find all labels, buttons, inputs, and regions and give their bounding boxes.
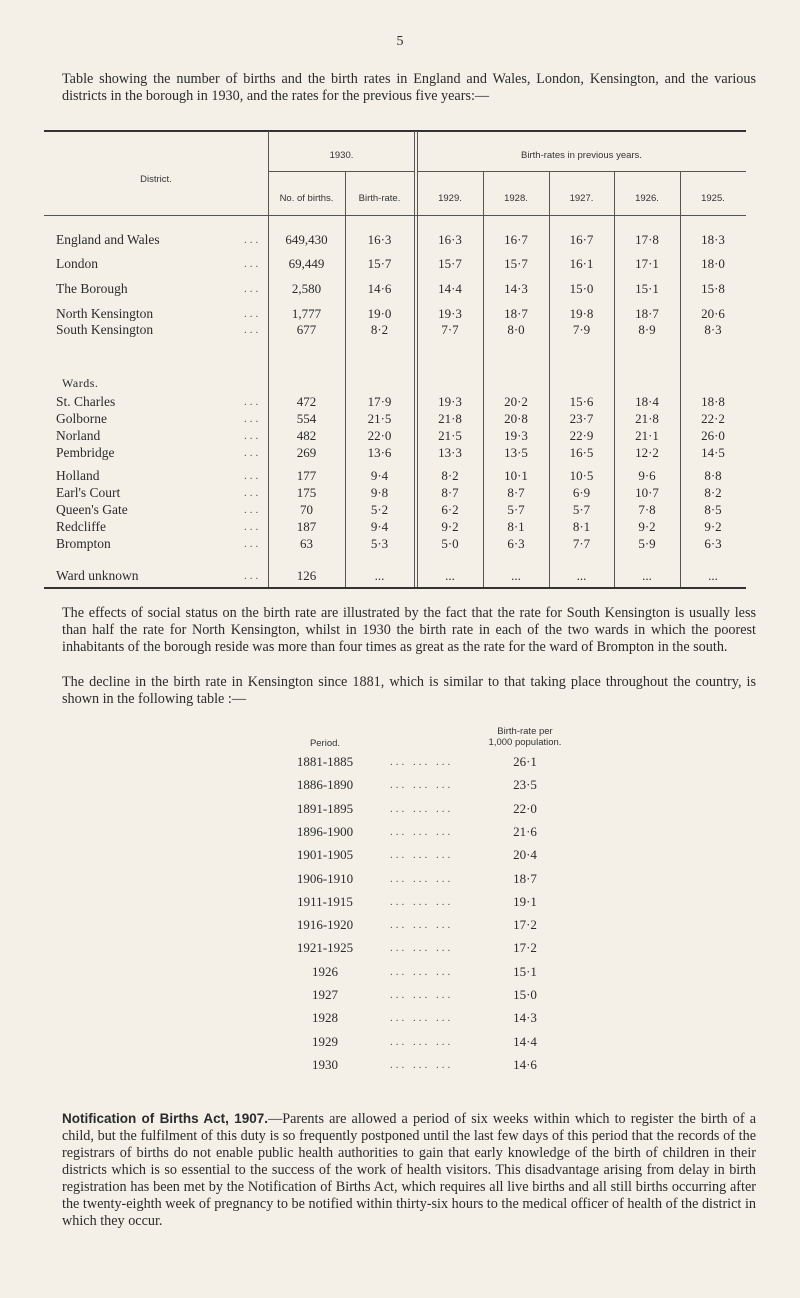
year-rate-cell: 14·3	[504, 281, 528, 296]
header-previous-years: Birth-rates in previous years.	[521, 150, 642, 161]
district-name: North Kensington	[56, 306, 154, 321]
period-row	[270, 1034, 610, 1052]
table-row	[44, 519, 746, 537]
leader-dots: ... ... ...	[390, 756, 454, 768]
birth-rate-cell: 9·4	[370, 519, 389, 534]
district-name: London	[56, 256, 98, 271]
year-rate-cell: 16·1	[569, 256, 594, 271]
district-name: England and Wales	[56, 232, 160, 247]
period-cell: 1916-1920	[296, 917, 354, 932]
period-row	[270, 1010, 610, 1028]
birth-rate-cell: 5·3	[370, 536, 389, 551]
leader-dots: ...	[244, 470, 262, 482]
births-cell: 472	[296, 394, 317, 409]
period-cell: 1921-1925	[296, 940, 354, 955]
year-rate-cell: 6·9	[572, 485, 591, 500]
header-birth-rate: Birth-rate.	[358, 193, 401, 204]
leader-dots: ...	[244, 504, 262, 516]
year-rate-cell: 20·6	[701, 306, 725, 321]
leader-dots: ...	[244, 538, 262, 550]
leader-dots: ... ... ...	[390, 896, 454, 908]
year-rate-cell: 18·3	[701, 232, 725, 247]
leader-dots: ... ... ...	[390, 849, 454, 861]
leader-dots: ...	[244, 521, 262, 533]
period-cell: 1891-1895	[296, 801, 354, 816]
table-row	[44, 485, 746, 503]
year-rate-cell: 15·7	[504, 256, 528, 271]
table-rule-top	[44, 130, 746, 132]
births-cell: 554	[296, 411, 317, 426]
birth-rate-cell: 13·6	[367, 445, 392, 460]
header-year: 1928.	[504, 193, 528, 204]
period-cell: 1886-1890	[296, 777, 354, 792]
year-rate-cell: 18·7	[635, 306, 659, 321]
year-rate-cell: 21·8	[438, 411, 462, 426]
year-rate-cell: 21·8	[635, 411, 659, 426]
leader-dots: ... ... ...	[390, 826, 454, 838]
table-row	[44, 411, 746, 429]
year-rate-cell: 19·3	[438, 394, 462, 409]
year-rate-cell: 6·3	[704, 536, 722, 551]
decline-paragraph: The decline in the birth rate in Kensington since 1881, which is similar to that taking place throughout the country, is shown in the following table :—	[62, 674, 756, 707]
year-rate-cell: 8·2	[441, 468, 459, 483]
year-rate-cell: 17·1	[635, 256, 659, 271]
header-year: 1925.	[701, 193, 725, 204]
period-cell: 1896-1900	[296, 824, 354, 839]
year-rate-cell: 23·7	[569, 411, 594, 426]
leader-dots: ...	[244, 258, 262, 270]
year-rate-cell: 26·0	[701, 428, 725, 443]
year-rate-cell: 7·7	[441, 322, 459, 337]
year-rate-cell: 8·1	[572, 519, 591, 534]
year-rate-cell: 17·8	[635, 232, 659, 247]
year-rate-cell: 19·8	[569, 306, 594, 321]
year-rate-cell: ...	[511, 568, 521, 583]
district-name: The Borough	[56, 281, 128, 296]
births-cell: 70	[300, 502, 313, 517]
leader-dots: ...	[244, 570, 262, 582]
births-cell: 649,430	[285, 232, 328, 247]
year-rate-cell: 8·0	[507, 322, 525, 337]
year-rate-cell: 16·7	[569, 232, 594, 247]
leader-dots: ...	[244, 447, 262, 459]
period-row	[270, 801, 610, 819]
header-year: 1927.	[569, 193, 594, 204]
year-rate-cell: 16·3	[438, 232, 462, 247]
year-rate-cell: 21·5	[438, 428, 462, 443]
birth-rate-cell: 17·9	[367, 394, 392, 409]
year-rate-cell: 5·7	[572, 502, 591, 517]
rate-cell: 14·6	[513, 1057, 537, 1072]
rate-cell: 14·3	[513, 1010, 537, 1025]
births-cell: 126	[296, 568, 317, 583]
period-row	[270, 894, 610, 912]
period-cell: 1881-1885	[296, 754, 354, 769]
year-rate-cell: 6·2	[441, 502, 459, 517]
leader-dots: ... ... ...	[390, 779, 454, 791]
leader-dots: ...	[244, 487, 262, 499]
period-cell: 1930	[312, 1057, 338, 1072]
district-name: St. Charles	[56, 394, 116, 409]
year-rate-cell: 7·8	[638, 502, 656, 517]
birth-rate-cell: 16·3	[367, 232, 392, 247]
district-name: South Kensington	[56, 322, 154, 337]
birth-rate-cell: ...	[374, 568, 385, 583]
year-rate-cell: 18·4	[635, 394, 659, 409]
birth-rate-cell: 15·7	[367, 256, 392, 271]
table-row	[44, 468, 746, 486]
year-rate-cell: 10·7	[635, 485, 659, 500]
births-cell: 175	[296, 485, 317, 500]
year-rate-cell: 10·1	[504, 468, 528, 483]
table-row	[44, 428, 746, 446]
table-row	[44, 394, 746, 412]
year-rate-cell: 8·3	[704, 322, 722, 337]
year-rate-cell: ...	[445, 568, 455, 583]
district-name: Earl's Court	[56, 485, 121, 500]
year-rate-cell: 15·8	[701, 281, 725, 296]
birth-rate-cell: 21·5	[367, 411, 392, 426]
notification-paragraph	[62, 1110, 756, 1230]
year-rate-cell: 20·8	[504, 411, 528, 426]
header-district: District.	[140, 174, 172, 185]
births-cell: 482	[296, 428, 317, 443]
wards-heading: Wards.	[62, 376, 99, 390]
year-rate-cell: 7·7	[572, 536, 591, 551]
births-cell: 677	[296, 322, 317, 337]
births-cell: 2,580	[291, 281, 322, 296]
leader-dots: ... ... ...	[390, 873, 454, 885]
rate-cell: 20·4	[513, 847, 537, 862]
header-rate-line2: 1,000 population.	[488, 737, 562, 748]
page-number: 5	[396, 34, 404, 49]
notification-heading: Notification of Births Act, 1907.	[62, 1111, 269, 1126]
district-name: Redcliffe	[56, 519, 106, 534]
year-rate-cell: 18·0	[701, 256, 725, 271]
year-rate-cell: 5·7	[507, 502, 525, 517]
table-rule-header	[44, 215, 746, 216]
header-1930: 1930.	[329, 150, 354, 161]
rate-cell: 22·0	[513, 801, 537, 816]
births-cell: 69,449	[288, 256, 325, 271]
rate-cell: 15·1	[513, 964, 537, 979]
period-cell: 1926	[312, 964, 338, 979]
year-rate-cell: 13·3	[438, 445, 462, 460]
year-rate-cell: 8·1	[507, 519, 525, 534]
header-rate-line1: Birth-rate per	[497, 726, 553, 737]
header-year: 1929.	[438, 193, 462, 204]
table-row	[44, 536, 746, 554]
birth-rate-cell: 14·6	[367, 281, 392, 296]
rate-cell: 17·2	[513, 917, 537, 932]
table-rule-1930	[268, 171, 415, 172]
birth-rate-cell: 19·0	[367, 306, 392, 321]
table-row	[44, 256, 746, 274]
year-rate-cell: 15·7	[438, 256, 462, 271]
year-rate-cell: 8·5	[704, 502, 722, 517]
rate-cell: 21·6	[513, 824, 537, 839]
district-name: Queen's Gate	[56, 502, 128, 517]
district-name: Norland	[56, 428, 101, 443]
year-rate-cell: 22·9	[569, 428, 594, 443]
birth-rate-cell: 9·8	[370, 485, 389, 500]
table-row	[44, 232, 746, 250]
header-period: Period.	[309, 738, 341, 749]
year-rate-cell: 15·0	[569, 281, 594, 296]
year-rate-cell: 10·5	[569, 468, 594, 483]
year-rate-cell: 8·7	[441, 485, 459, 500]
year-rate-cell: 7·9	[572, 322, 591, 337]
year-rate-cell: 8·2	[704, 485, 722, 500]
leader-dots: ... ... ...	[390, 1036, 454, 1048]
leader-dots: ...	[244, 413, 262, 425]
year-rate-cell: 21·1	[635, 428, 659, 443]
birth-rate-cell: 9·4	[370, 468, 389, 483]
rate-cell: 14·4	[513, 1034, 537, 1049]
table-row	[44, 322, 746, 340]
intro-paragraph: Table showing the number of births and the birth rates in England and Wales, London, Kensington, and the various districts in the borough in 1930, and the rates for the previous five years:—	[62, 71, 756, 104]
year-rate-cell: 8·7	[507, 485, 525, 500]
year-rate-cell: 15·1	[635, 281, 659, 296]
year-rate-cell: 16·7	[504, 232, 528, 247]
period-cell: 1901-1905	[296, 847, 354, 862]
rate-cell: 26·1	[513, 754, 537, 769]
birth-rate-cell: 5·2	[370, 502, 389, 517]
period-row	[270, 777, 610, 795]
year-rate-cell: ...	[708, 568, 718, 583]
table-row	[44, 502, 746, 520]
district-name: Golborne	[56, 411, 107, 426]
header-births: No. of births.	[279, 193, 334, 204]
leader-dots: ... ... ...	[390, 919, 454, 931]
period-row	[270, 940, 610, 958]
period-row	[270, 917, 610, 935]
social-status-paragraph: The effects of social status on the birth rate are illustrated by the fact that the rate for South Kensington is usually less than half the rate for North Kensington, whilst in 1930 the birth rate in each of the two wards in which the poorest inhabitants of the borough reside was more than four times as great as the rate for the ward of Brompton in the south.	[62, 605, 756, 655]
table-rule-bottom	[44, 587, 746, 589]
period-cell: 1927	[312, 987, 338, 1002]
year-rate-cell: 12·2	[635, 445, 659, 460]
period-row	[270, 964, 610, 982]
district-name: Ward unknown	[56, 568, 139, 583]
year-rate-cell: 9·2	[638, 519, 656, 534]
year-rate-cell: 15·6	[569, 394, 594, 409]
year-rate-cell: 20·2	[504, 394, 528, 409]
header-year: 1926.	[635, 193, 659, 204]
year-rate-cell: 9·2	[704, 519, 722, 534]
rate-cell: 18·7	[513, 871, 537, 886]
rate-cell: 23·5	[513, 777, 537, 792]
year-rate-cell: ...	[642, 568, 652, 583]
period-cell: 1928	[312, 1010, 338, 1025]
year-rate-cell: 6·3	[507, 536, 525, 551]
year-rate-cell: 19·3	[504, 428, 528, 443]
table-rule-previous	[417, 171, 746, 172]
year-rate-cell: 8·9	[638, 322, 656, 337]
year-rate-cell: 5·0	[441, 536, 459, 551]
year-rate-cell: 13·5	[504, 445, 528, 460]
rate-cell: 15·0	[513, 987, 537, 1002]
period-row	[270, 847, 610, 865]
period-row	[270, 754, 610, 772]
births-cell: 187	[296, 519, 317, 534]
year-rate-cell: 19·3	[438, 306, 462, 321]
year-rate-cell: ...	[576, 568, 587, 583]
leader-dots: ... ... ...	[390, 989, 454, 1001]
year-rate-cell: 14·5	[701, 445, 725, 460]
year-rate-cell: 9·6	[638, 468, 656, 483]
leader-dots: ... ... ...	[390, 942, 454, 954]
leader-dots: ... ... ...	[390, 1059, 454, 1071]
notification-body: —Parents are allowed a period of six weeks within which to register the birth of a child, but the fulfilment of this duty is so frequently postponed until the last few days of this period that the records of the registrars of births do not enable public health authorities to gain that early knowledge of the birth of children in their districts which is so essential to the success of the work of health visitors. This disadvantage arising from delay in birth registration has been met by the Notification of Births Act, which requires all live births and all still births occurring after the twenty-eighth week of pregnancy to be notified within thirty-six hours to the medical officer of health of the district in which they occur.	[62, 1111, 756, 1229]
leader-dots: ... ... ...	[390, 1012, 454, 1024]
district-name: Pembridge	[56, 445, 115, 460]
leader-dots: ... ... ...	[390, 966, 454, 978]
district-name: Holland	[56, 468, 100, 483]
period-row	[270, 1057, 610, 1075]
year-rate-cell: 5·9	[638, 536, 656, 551]
year-rate-cell: 18·8	[701, 394, 725, 409]
year-rate-cell: 8·8	[704, 468, 722, 483]
table-row	[44, 445, 746, 463]
leader-dots: ...	[244, 308, 262, 320]
leader-dots: ...	[244, 430, 262, 442]
leader-dots: ...	[244, 396, 262, 408]
year-rate-cell: 16·5	[569, 445, 594, 460]
header-rate-per-1000	[470, 726, 580, 748]
birth-rate-cell: 8·2	[370, 322, 389, 337]
table-row	[44, 568, 746, 586]
leader-dots: ...	[244, 283, 262, 295]
period-row	[270, 871, 610, 889]
leader-dots: ... ... ...	[390, 803, 454, 815]
period-cell: 1911-1915	[297, 894, 353, 909]
period-row	[270, 987, 610, 1005]
births-cell: 1,777	[291, 306, 322, 321]
period-row	[270, 824, 610, 842]
period-cell: 1929	[312, 1034, 338, 1049]
births-cell: 177	[296, 468, 317, 483]
year-rate-cell: 22·2	[701, 411, 725, 426]
year-rate-cell: 9·2	[441, 519, 459, 534]
leader-dots: ...	[244, 324, 262, 336]
year-rate-cell: 18·7	[504, 306, 528, 321]
rate-cell: 19·1	[513, 894, 537, 909]
births-cell: 63	[300, 536, 313, 551]
birth-rate-cell: 22·0	[367, 428, 392, 443]
rate-cell: 17·2	[513, 940, 537, 955]
births-cell: 269	[296, 445, 317, 460]
leader-dots: ...	[244, 234, 262, 246]
table-row	[44, 281, 746, 299]
district-name: Brompton	[56, 536, 111, 551]
period-cell: 1906-1910	[296, 871, 354, 886]
year-rate-cell: 14·4	[438, 281, 462, 296]
